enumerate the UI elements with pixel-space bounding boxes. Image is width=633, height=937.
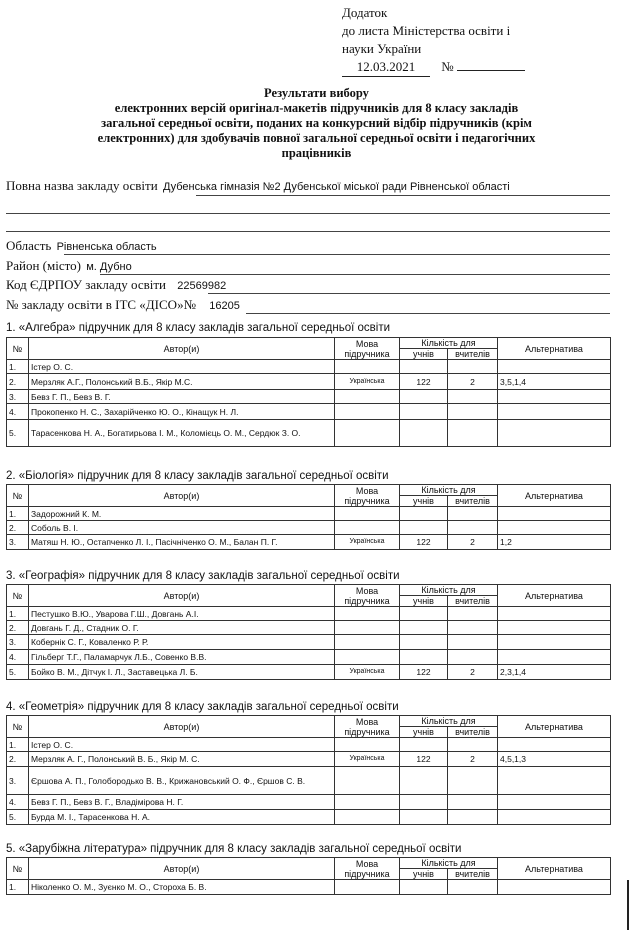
- cell-author: Бевз Г. П., Бевз В. Г., Владімірова Н. Г.: [29, 795, 335, 810]
- table-row: [7, 635, 611, 650]
- cell-language: [335, 607, 400, 621]
- col-header-students: учнів: [400, 596, 448, 607]
- table-row: [7, 521, 611, 535]
- doc-title-line2: електронних версій оригінал-макетів підручників для 8 класу закладів: [114, 101, 519, 115]
- col-header-quantity: Кількість для: [400, 485, 498, 496]
- cell-alternative: [498, 507, 611, 521]
- cell-students: [400, 650, 448, 665]
- cell-teachers: [448, 880, 498, 895]
- edrpou-underline: [208, 293, 610, 294]
- scan-edge-mark: [627, 880, 629, 930]
- col-header-number: №: [7, 585, 29, 607]
- table-row: [7, 767, 611, 795]
- col-header-teachers: вчителів: [448, 727, 498, 738]
- itc-underline: [246, 313, 610, 314]
- col-header-author: Автор(и): [29, 338, 335, 360]
- doc-title-line4: електронних) для здобувачів повної загальної середньої освіти і педагогічних: [97, 131, 536, 145]
- doc-title-line3: загальної середньої освіти, поданих на конкурсний відбір підручників (крім: [101, 116, 532, 130]
- cell-language: [335, 621, 400, 635]
- cell-alternative: 1,2: [498, 535, 611, 550]
- col-header-quantity: Кількість для: [400, 858, 498, 869]
- table-row: [7, 420, 611, 447]
- institution-field: [6, 178, 512, 194]
- cell-number: 5.: [7, 665, 29, 680]
- col-header-students: учнів: [400, 496, 448, 507]
- cell-alternative: [498, 635, 611, 650]
- cell-number: 2.: [7, 374, 29, 390]
- district-underline: [100, 274, 610, 275]
- cell-students: 122: [400, 752, 448, 767]
- cell-author: Бойко В. М., Дітчук І. Л., Заставецька Л. Б.: [29, 665, 335, 680]
- cell-alternative: [498, 810, 611, 825]
- cell-alternative: [498, 521, 611, 535]
- cell-number: 2.: [7, 752, 29, 767]
- cell-author: Бурда М. І., Тарасенкова Н. А.: [29, 810, 335, 825]
- annex-date-line: [342, 58, 525, 77]
- annex-date: 12.03.2021: [342, 58, 430, 77]
- table-row: [7, 507, 611, 521]
- col-header-language: Мова підручника: [335, 858, 400, 880]
- cell-alternative: [498, 621, 611, 635]
- annex-number-blank: [457, 70, 525, 71]
- col-header-language: Мова підручника: [335, 716, 400, 738]
- cell-alternative: [498, 607, 611, 621]
- cell-alternative: [498, 390, 611, 404]
- cell-number: 1.: [7, 607, 29, 621]
- cell-language: [335, 360, 400, 374]
- table-header-row: [7, 716, 611, 727]
- textbook-table: [6, 484, 611, 550]
- textbook-table: [6, 715, 611, 825]
- edrpou-value: 22569982: [177, 280, 227, 292]
- cell-students: [400, 420, 448, 447]
- section-title: 2. «Біологія» підручник для 8 класу закладів загальної середньої освіти: [6, 470, 389, 482]
- cell-teachers: [448, 390, 498, 404]
- col-header-number: №: [7, 716, 29, 738]
- cell-teachers: 2: [448, 535, 498, 550]
- annex-letter-ref: до листа Міністерства освіти і: [342, 23, 511, 38]
- cell-students: [400, 360, 448, 374]
- annex-ministry: науки України: [342, 41, 422, 56]
- cell-language: Українська: [335, 665, 400, 680]
- institution-label: Повна назва закладу освіти: [6, 178, 158, 193]
- cell-teachers: [448, 621, 498, 635]
- cell-teachers: [448, 767, 498, 795]
- col-header-alternative: Альтернатива: [498, 585, 611, 607]
- cell-students: [400, 521, 448, 535]
- col-header-language: Мова підручника: [335, 585, 400, 607]
- cell-language: [335, 810, 400, 825]
- cell-author: Ніколенко О. М., Зуєнко М. О., Стороха Б. В.: [29, 880, 335, 895]
- itc-label: № закладу освіти в ІТС «ДІСО»№: [6, 297, 196, 312]
- cell-alternative: [498, 404, 611, 420]
- textbook-table: [6, 337, 611, 447]
- annex-label: Додаток: [342, 5, 388, 20]
- cell-number: 5.: [7, 420, 29, 447]
- cell-number: 2.: [7, 521, 29, 535]
- cell-students: [400, 795, 448, 810]
- table-row: [7, 360, 611, 374]
- table-row: [7, 738, 611, 752]
- table-row: [7, 880, 611, 895]
- cell-teachers: [448, 404, 498, 420]
- cell-language: Українська: [335, 752, 400, 767]
- district-field: [6, 258, 134, 274]
- textbook-table: [6, 857, 611, 895]
- table-row: [7, 607, 611, 621]
- region-value: Рівненська область: [56, 241, 157, 253]
- table-row: [7, 535, 611, 550]
- cell-students: 122: [400, 374, 448, 390]
- cell-alternative: [498, 738, 611, 752]
- cell-number: 2.: [7, 621, 29, 635]
- cell-language: [335, 738, 400, 752]
- table-row: [7, 404, 611, 420]
- table-row: [7, 621, 611, 635]
- cell-teachers: 2: [448, 752, 498, 767]
- table-header-row: [7, 485, 611, 496]
- col-header-number: №: [7, 338, 29, 360]
- cell-author: Мерзляк А.Г., Полонський В.Б., Якір М.С.: [29, 374, 335, 390]
- itc-value: 16205: [209, 300, 240, 312]
- cell-alternative: [498, 360, 611, 374]
- cell-teachers: [448, 738, 498, 752]
- col-header-author: Автор(и): [29, 485, 335, 507]
- cell-students: [400, 507, 448, 521]
- district-value: м. Дубно: [86, 261, 132, 273]
- cell-students: [400, 880, 448, 895]
- cell-author: Істер О. С.: [29, 360, 335, 374]
- cell-language: [335, 650, 400, 665]
- table-row: [7, 665, 611, 680]
- col-header-author: Автор(и): [29, 716, 335, 738]
- cell-author: Тарасенкова Н. А., Богатирьова І. М., Коломієць О. М., Сердюк З. О.: [29, 420, 335, 447]
- cell-teachers: [448, 607, 498, 621]
- cell-students: [400, 404, 448, 420]
- cell-alternative: [498, 880, 611, 895]
- institution-underline: [196, 195, 610, 196]
- edrpou-field: [6, 277, 228, 293]
- cell-students: [400, 767, 448, 795]
- section-title: 3. «Географія» підручник для 8 класу закладів загальної середньої освіти: [6, 570, 400, 582]
- cell-students: [400, 635, 448, 650]
- cell-author: Пестушко В.Ю., Уварова Г.Ш., Довгань А.І.: [29, 607, 335, 621]
- col-header-language: Мова підручника: [335, 338, 400, 360]
- cell-language: [335, 390, 400, 404]
- col-header-teachers: вчителів: [448, 869, 498, 880]
- cell-language: [335, 521, 400, 535]
- cell-number: 1.: [7, 880, 29, 895]
- table-row: [7, 752, 611, 767]
- cell-author: Єршова А. П., Голобородько В. В., Крижановський О. Ф., Єршов С. В.: [29, 767, 335, 795]
- cell-teachers: [448, 507, 498, 521]
- doc-title: Результати вибору: [264, 86, 369, 100]
- edrpou-label: Код ЄДРПОУ закладу освіти: [6, 277, 167, 292]
- itc-field: [6, 297, 242, 313]
- cell-language: Українська: [335, 535, 400, 550]
- cell-number: 1.: [7, 360, 29, 374]
- cell-author: Матяш Н. Ю., Остапченко Л. І., Пасічніченко О. М., Балан П. Г.: [29, 535, 335, 550]
- col-header-students: учнів: [400, 727, 448, 738]
- table-row: [7, 650, 611, 665]
- region-label: Область: [6, 238, 52, 253]
- col-header-author: Автор(и): [29, 858, 335, 880]
- cell-number: 5.: [7, 810, 29, 825]
- section-title: 1. «Алгебра» підручник для 8 класу закладів загальної середньої освіти: [6, 322, 391, 334]
- table-header-row: [7, 858, 611, 869]
- institution-value: Дубенська гімназія №2 Дубенської міської ради Рівненської області: [162, 181, 510, 193]
- textbook-table: [6, 584, 611, 680]
- cell-teachers: [448, 635, 498, 650]
- cell-number: 1.: [7, 738, 29, 752]
- cell-students: [400, 607, 448, 621]
- cell-number: 3.: [7, 390, 29, 404]
- cell-teachers: [448, 650, 498, 665]
- table-row: [7, 810, 611, 825]
- cell-author: Гільберг Т.Г., Паламарчук Л.Б., Совенко В.В.: [29, 650, 335, 665]
- cell-teachers: 2: [448, 374, 498, 390]
- cell-alternative: 3,5,1,4: [498, 374, 611, 390]
- cell-author: Прокопенко Н. С., Захарійченко Ю. О., Кінащук Н. Л.: [29, 404, 335, 420]
- annex-number-label: №: [441, 59, 454, 74]
- cell-students: [400, 621, 448, 635]
- cell-author: Довгань Г. Д., Стадник О. Г.: [29, 621, 335, 635]
- col-header-students: учнів: [400, 869, 448, 880]
- col-header-number: №: [7, 485, 29, 507]
- cell-students: 122: [400, 535, 448, 550]
- cell-teachers: 2: [448, 665, 498, 680]
- col-header-teachers: вчителів: [448, 496, 498, 507]
- table-header-row: [7, 585, 611, 596]
- col-header-teachers: вчителів: [448, 349, 498, 360]
- doc-title-line5: працівників: [281, 146, 352, 160]
- col-header-author: Автор(и): [29, 585, 335, 607]
- cell-author: Істер О. С.: [29, 738, 335, 752]
- cell-author: Задорожний К. М.: [29, 507, 335, 521]
- col-header-language: Мова підручника: [335, 485, 400, 507]
- region-field: [6, 238, 159, 254]
- col-header-quantity: Кількість для: [400, 338, 498, 349]
- table-header-row: [7, 338, 611, 349]
- cell-students: 122: [400, 665, 448, 680]
- cell-number: 4.: [7, 650, 29, 665]
- col-header-alternative: Альтернатива: [498, 716, 611, 738]
- cell-teachers: [448, 795, 498, 810]
- region-underline: [64, 254, 610, 255]
- cell-students: [400, 810, 448, 825]
- cell-alternative: [498, 767, 611, 795]
- cell-number: 3.: [7, 535, 29, 550]
- blank-line-1: [6, 213, 610, 214]
- col-header-alternative: Альтернатива: [498, 338, 611, 360]
- table-row: [7, 390, 611, 404]
- cell-language: [335, 507, 400, 521]
- table-row: [7, 374, 611, 390]
- cell-number: 4.: [7, 795, 29, 810]
- blank-line-2: [6, 231, 610, 232]
- col-header-alternative: Альтернатива: [498, 485, 611, 507]
- district-label: Район (місто): [6, 258, 81, 273]
- cell-teachers: [448, 521, 498, 535]
- cell-alternative: 4,5,1,3: [498, 752, 611, 767]
- cell-number: 3.: [7, 635, 29, 650]
- cell-teachers: [448, 810, 498, 825]
- col-header-number: №: [7, 858, 29, 880]
- cell-alternative: 2,3,1,4: [498, 665, 611, 680]
- cell-number: 1.: [7, 507, 29, 521]
- col-header-teachers: вчителів: [448, 596, 498, 607]
- cell-alternative: [498, 420, 611, 447]
- cell-teachers: [448, 420, 498, 447]
- section-title: 4. «Геометрія» підручник для 8 класу закладів загальної середньої освіти: [6, 701, 399, 713]
- cell-language: [335, 767, 400, 795]
- section-title: 5. «Зарубіжна література» підручник для 8 класу закладів загальної середньої освіти: [6, 843, 462, 855]
- cell-author: Соболь В. І.: [29, 521, 335, 535]
- cell-students: [400, 738, 448, 752]
- cell-language: Українська: [335, 374, 400, 390]
- cell-language: [335, 404, 400, 420]
- col-header-quantity: Кількість для: [400, 585, 498, 596]
- cell-teachers: [448, 360, 498, 374]
- table-row: [7, 795, 611, 810]
- cell-alternative: [498, 650, 611, 665]
- col-header-alternative: Альтернатива: [498, 858, 611, 880]
- col-header-quantity: Кількість для: [400, 716, 498, 727]
- cell-language: [335, 635, 400, 650]
- cell-number: 3.: [7, 767, 29, 795]
- cell-language: [335, 880, 400, 895]
- cell-author: Бевз Г. П., Бевз В. Г.: [29, 390, 335, 404]
- cell-author: Кобернік С. Г., Коваленко Р. Р.: [29, 635, 335, 650]
- col-header-students: учнів: [400, 349, 448, 360]
- cell-language: [335, 795, 400, 810]
- cell-language: [335, 420, 400, 447]
- cell-alternative: [498, 795, 611, 810]
- cell-number: 4.: [7, 404, 29, 420]
- cell-students: [400, 390, 448, 404]
- cell-author: Мерзляк А. Г., Полонський В. Б., Якір М. С.: [29, 752, 335, 767]
